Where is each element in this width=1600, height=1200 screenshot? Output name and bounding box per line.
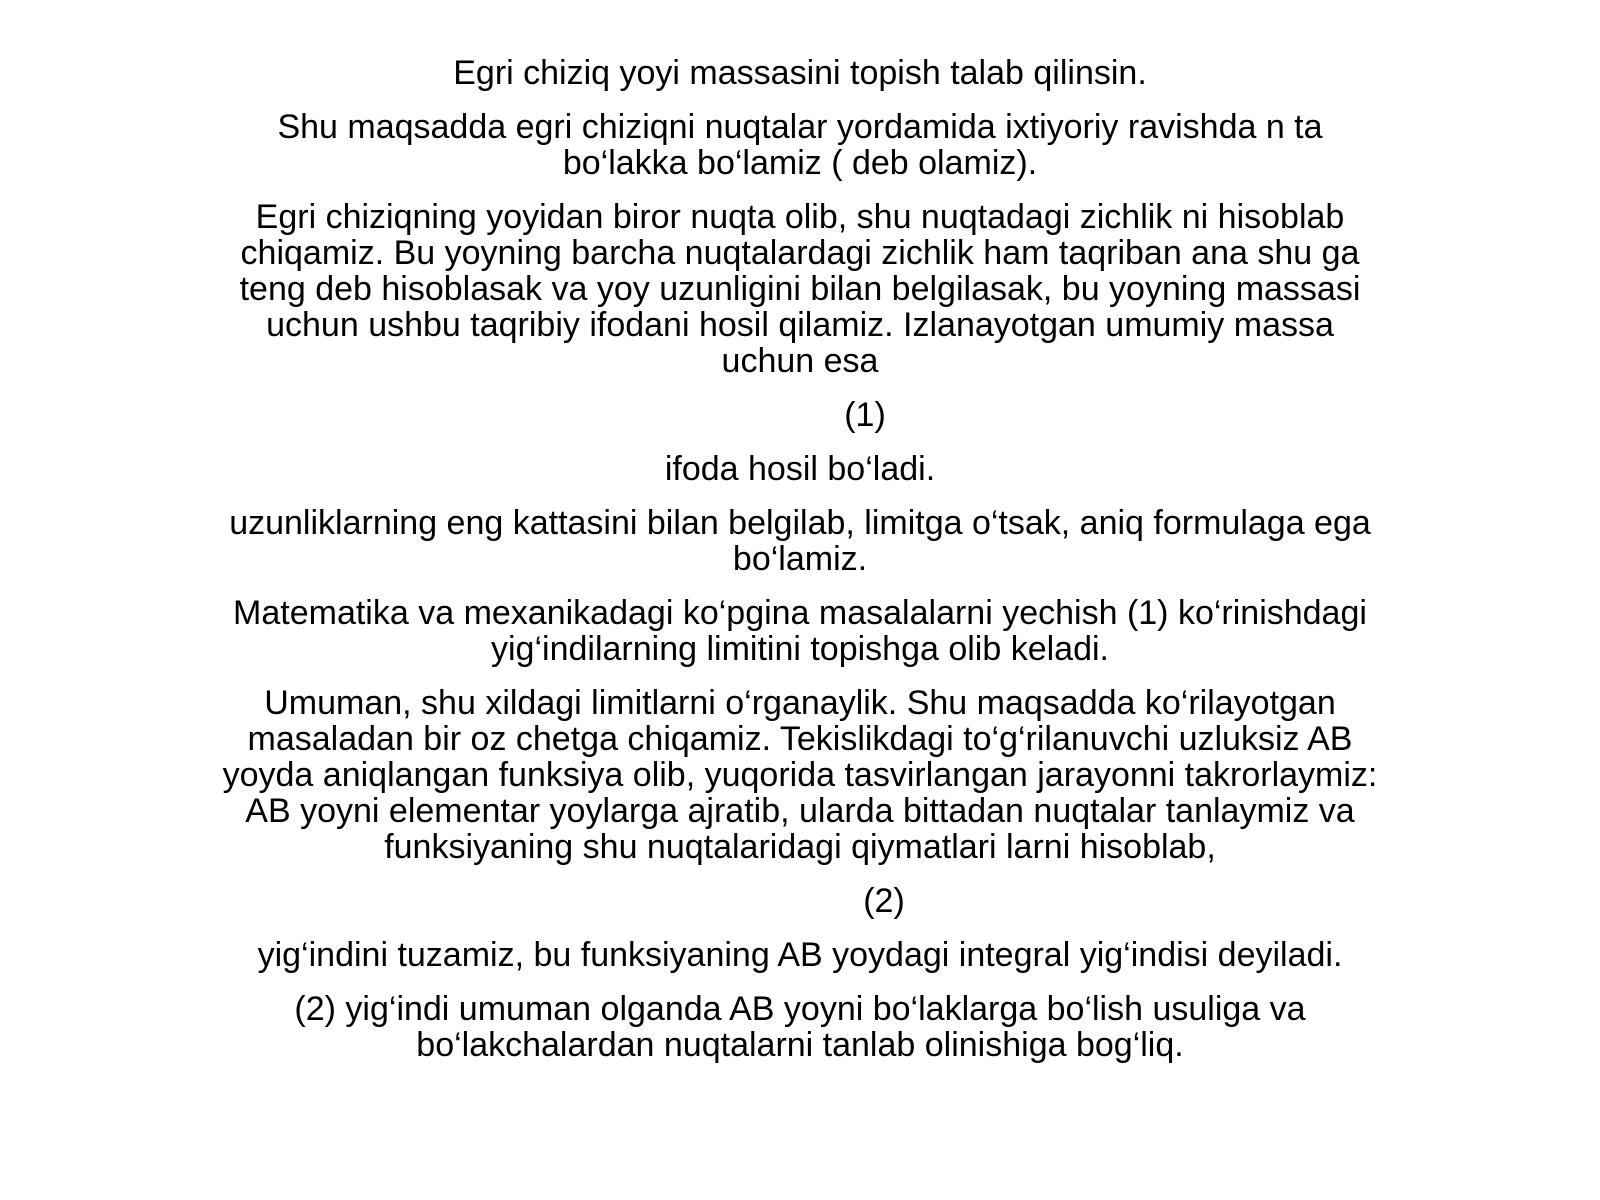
paragraph-dependence: (2) yig‘indi umuman olganda AB yoyni bo‘laklarga bo‘lish usuliga va bo‘lakchalardan nuqtalarni tanlab olinishiga bog‘liq. <box>294 990 1306 1064</box>
equation-number-1: (1) <box>844 396 886 434</box>
paragraph-expression: ifoda hosil bo‘ladi. <box>664 450 936 488</box>
paragraph-partition: Shu maqsadda egri chiziqni nuqtalar yordamida ixtiyoriy ravishda n ta bo‘lakka bo‘lamiz ( deb olamiz). <box>277 108 1323 182</box>
paragraph-limit: uzunliklarning eng kattasini bilan belgilab, limitga o‘tsak, aniq formulaga ega bo‘lamiz. <box>229 504 1371 578</box>
paragraph-general-limits: Umuman, shu xildagi limitlarni o‘rganaylik. Shu maqsadda ko‘rilayotgan masaladan bir oz chetga chiqamiz. Tekislikdagi to‘g‘rilanuvchi uzluksiz AB yoyda aniqlangan funksiya olib, yuqorida tasvirlangan jarayonni takrorlaymiz: AB yoyni elementar yoylarga ajratib, ularda bittadan nuqtalar tanlaymiz va funksiyaning shu nuqtalaridagi qiymatlari larni hisoblab, <box>222 684 1378 866</box>
slide-content <box>220 55 1380 1081</box>
paragraph-problem-statement: Egri chiziq yoyi massasini topish talab qilinsin. <box>453 54 1147 92</box>
paragraph-applications: Matematika va mexanikadagi ko‘pgina masalalarni yechish (1) ko‘rinishdagi yig‘indilarning limitini topishga olib keladi. <box>233 594 1367 668</box>
paragraph-density: Egri chiziqning yoyidan biror nuqta olib, shu nuqtadagi zichlik ni hisoblab chiqamiz. Bu yoyning barcha nuqtalardagi zichlik ham taqriban ana shu ga teng deb hisoblasak va yoy uzunligini bilan belgilasak, bu yoyning massasi uchun ushbu taqribiy ifodani hosil qilamiz. Izlanayotgan umumiy massa uchun esa <box>239 198 1361 380</box>
equation-number-2: (2) <box>863 882 905 920</box>
paragraph-integral-sum: yig‘indini tuzamiz, bu funksiyaning AB yoydagi integral yig‘indisi deyiladi. <box>257 936 1343 974</box>
